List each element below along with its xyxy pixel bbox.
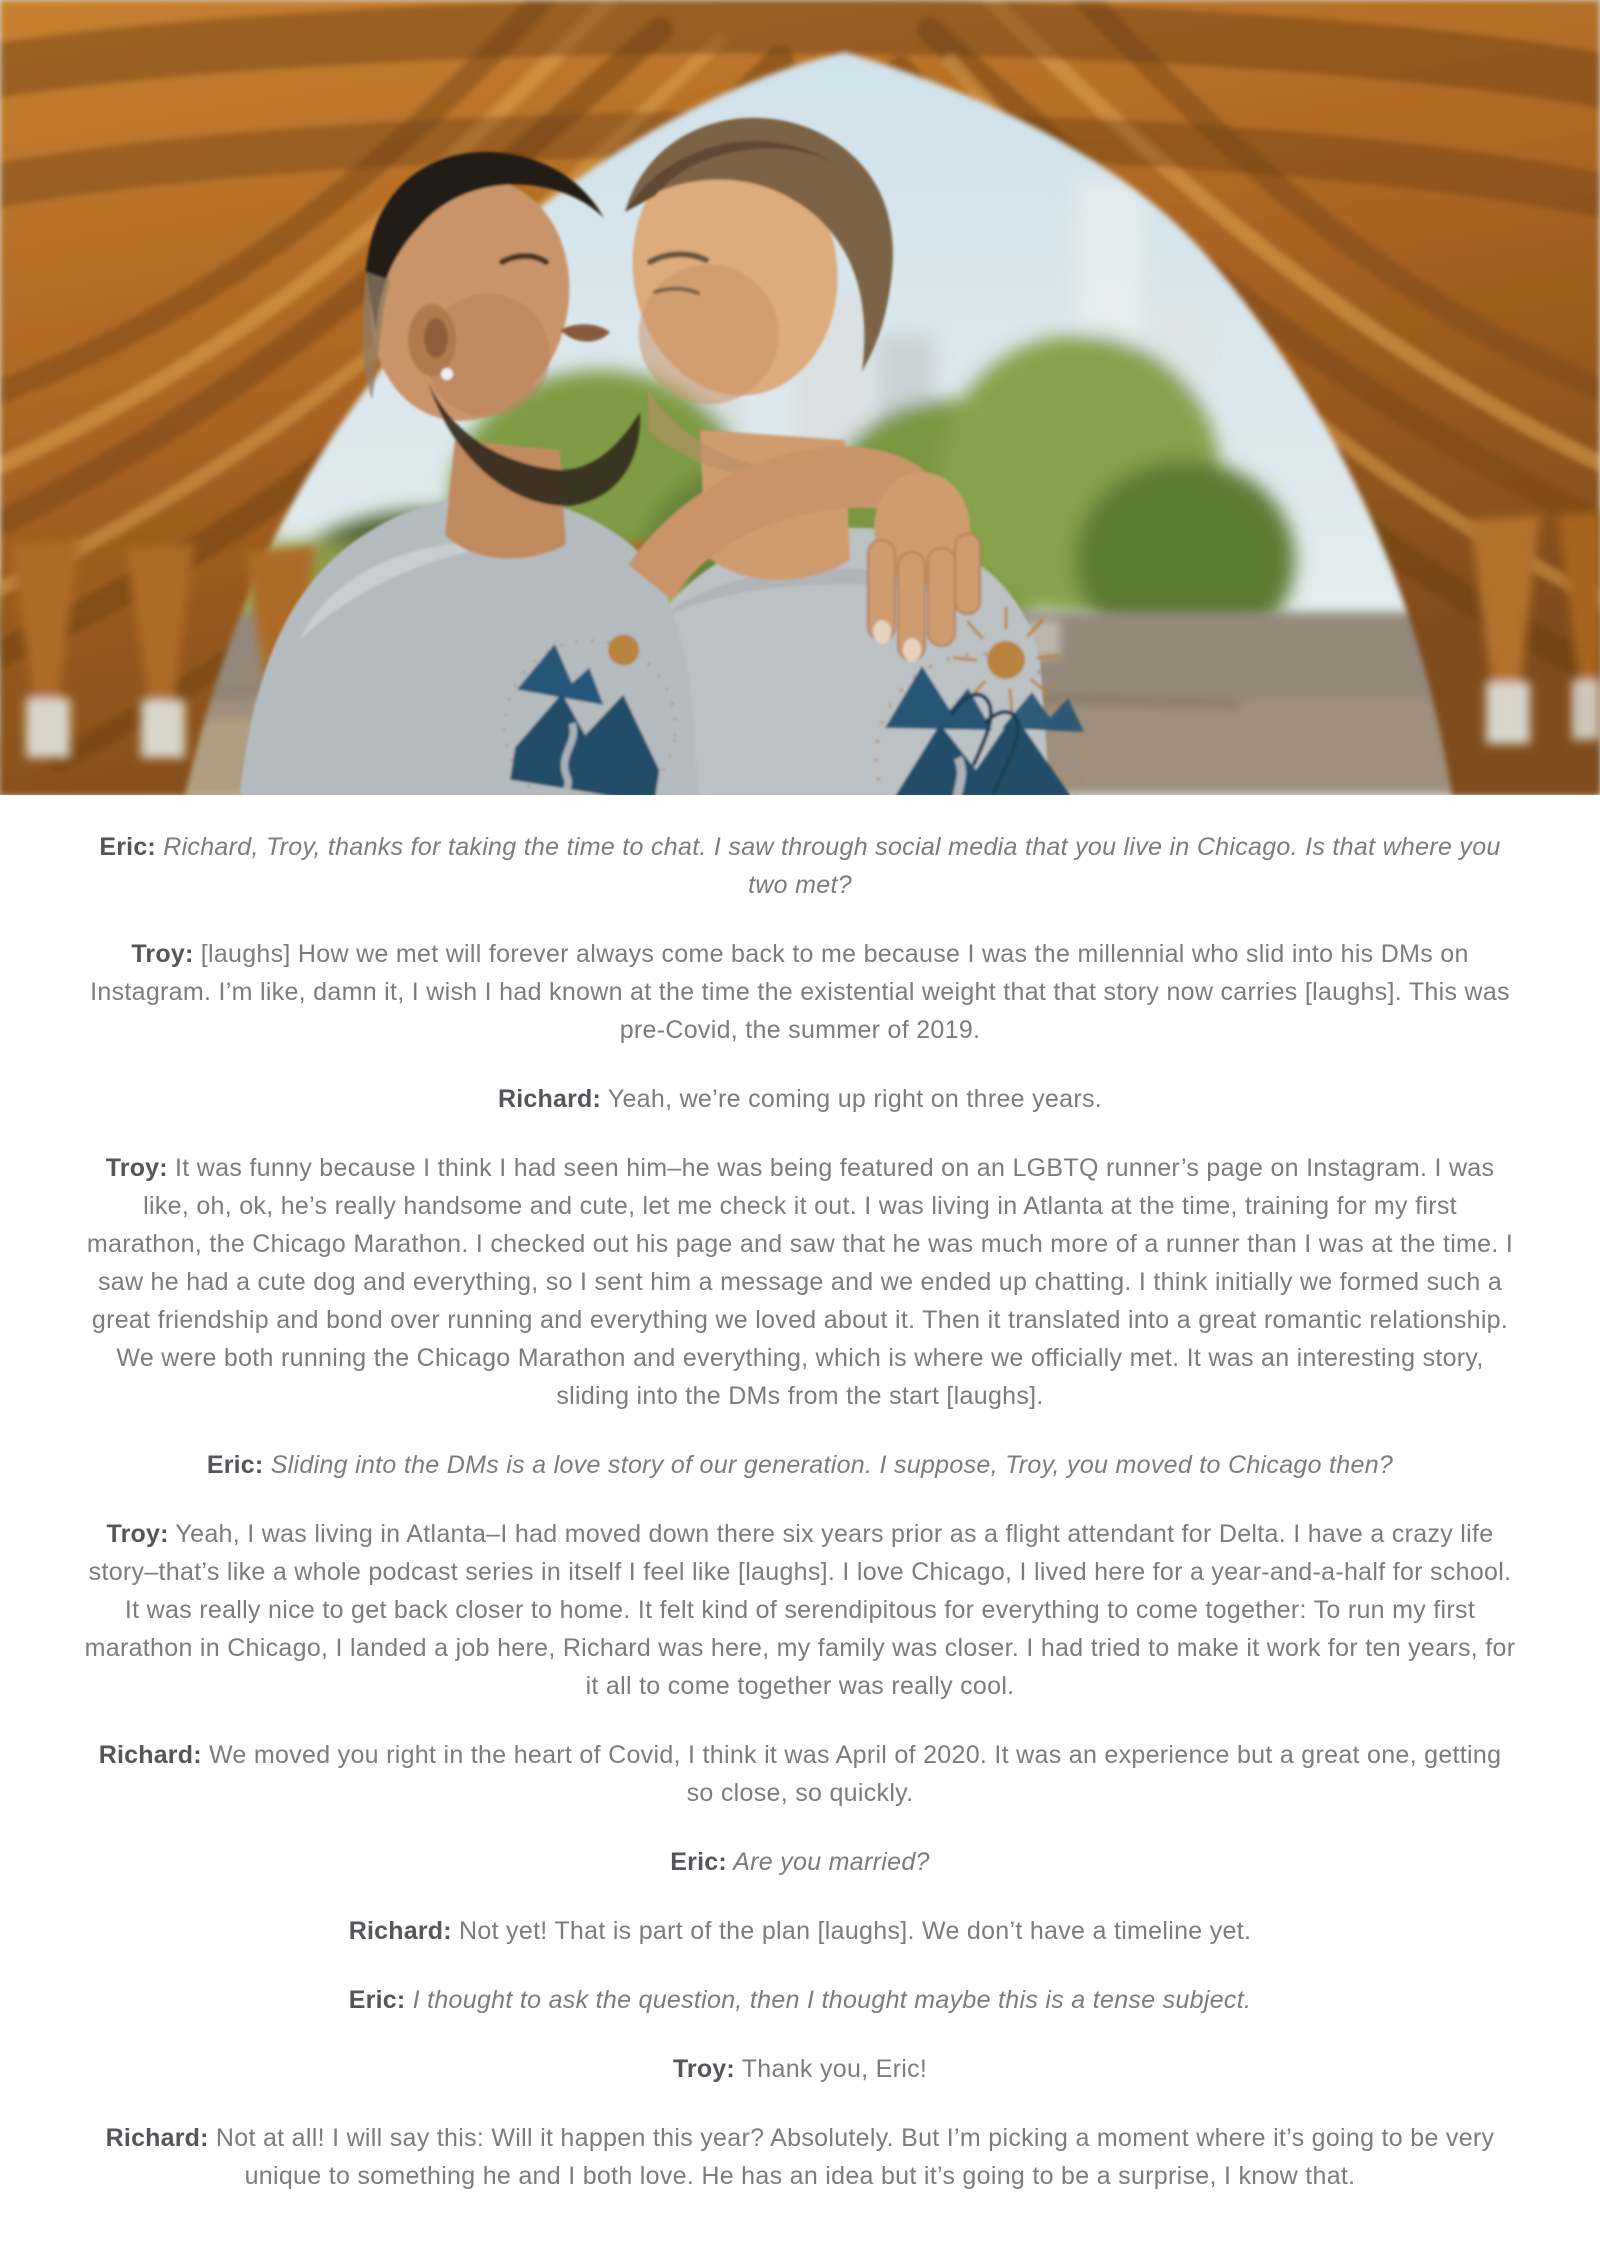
speaker-label: Richard: (348, 1917, 452, 1945)
transcript-paragraph: Richard: Not at all! I will say this: Will it happen this year? Absolutely. But I’m picking a moment where it’s going to be very unique to something he and I both love. He has an idea but it’s going to be a surprise, I know that. (105, 2124, 1495, 2190)
speaker-label: Eric: (348, 1986, 406, 2014)
speaker-label: Richard: (98, 1741, 202, 1769)
transcript-paragraph: Troy: [laughs] How we met will forever always come back to me because I was the millennial who slid into his DMs on Instagram. I’m like, damn it, I wish I had known at the time the existential weight that that story now carries [laughs]. This was pre-Covid, the summer of 2019. (90, 940, 1510, 1044)
hero-photo (0, 0, 1600, 795)
transcript-paragraph: Troy: Yeah, I was living in Atlanta–I had moved down there six years prior as a flight attendant for Delta. I have a crazy life story–that’s like a whole podcast series in itself I feel like [laughs]. I love Chicago, I lived here for a year-and-a-half for school. It was really nice to get back closer to home. It felt kind of serendipitous for everything to come together: To run my first marathon in Chicago, I landed a job here, Richard was here, my family was closer. I had tried to make it work for ten years, for it all to come together was really cool. (84, 1520, 1516, 1700)
speaker-label: Eric: (99, 833, 156, 861)
transcript-paragraph: Eric: I thought to ask the question, then I thought maybe this is a tense subject. (348, 1986, 1252, 2014)
transcript-paragraph: Eric: Sliding into the DMs is a love story of our generation. I suppose, Troy, you moved to Chicago then? (206, 1451, 1394, 1479)
speaker-label: Troy: (106, 1520, 169, 1548)
speaker-label: Troy: (105, 1154, 168, 1182)
hero-photo-illustration (0, 0, 1600, 795)
speaker-label: Eric: (670, 1848, 727, 1876)
speaker-label: Richard: (497, 1085, 601, 1113)
speaker-label: Troy: (672, 2055, 735, 2083)
interview-transcript (83, 828, 1518, 2231)
speaker-label: Eric: (206, 1451, 264, 1479)
transcript-paragraph: Eric: Richard, Troy, thanks for taking the time to chat. I saw through social media that you live in Chicago. Is that where you two met? (99, 833, 1501, 899)
speaker-label: Troy: (131, 940, 194, 968)
speaker-label: Richard: (105, 2124, 209, 2152)
transcript-paragraph: Troy: Thank you, Eric! (672, 2055, 928, 2083)
transcript-paragraph: Troy: It was funny because I think I had seen him–he was being featured on an LGBTQ runner’s page on Instagram. I was like, oh, ok, he’s really handsome and cute, let me check it out. I was living in Atlanta at the time, training for my first marathon, the Chicago Marathon. I checked out his page and saw that he was much more of a runner than I was at the time. I saw he had a cute dog and everything, so I sent him a message and we ended up chatting. I think initially we formed such a great friendship and bond over running and everything we loved about it. Then it translated into a great romantic relationship. We were both running the Chicago Marathon and everything, which is where we officially met. It was an interesting story, sliding into the DMs from the start [laughs]. (86, 1154, 1514, 1410)
transcript-paragraph: Richard: Not yet! That is part of the plan [laughs]. We don’t have a timeline yet. (348, 1917, 1252, 1945)
transcript-paragraph: Eric: Are you married? (670, 1848, 930, 1876)
transcript-paragraph: Richard: Yeah, we’re coming up right on three years. (497, 1085, 1102, 1113)
transcript-paragraph: Richard: We moved you right in the heart of Covid, I think it was April of 2020. It was an experience but a great one, getting so close, so quickly. (98, 1741, 1502, 1807)
